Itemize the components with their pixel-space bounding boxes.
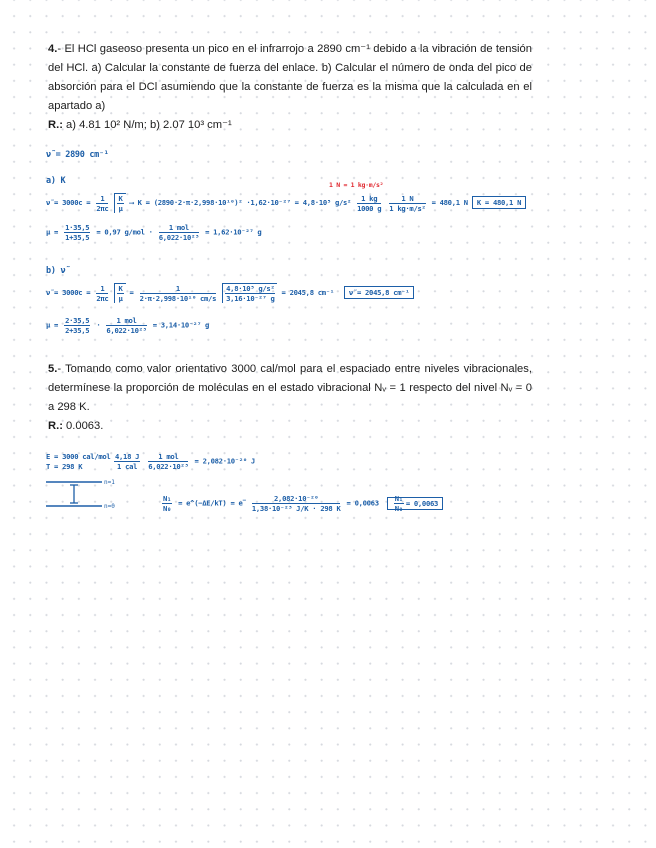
conversion-fraction — [389, 194, 425, 213]
hw-part-a-equation — [46, 193, 526, 213]
frac-num: 1 mol — [106, 316, 146, 326]
answer-label: R.: — [48, 420, 63, 432]
frac-num: 1 mol — [159, 223, 199, 233]
frac-den: N₀ — [394, 504, 403, 513]
force-constant-expression: K = (2890·2·π·2,998·10¹⁰)² ·1,62·10⁻²⁷ = 4,8·10⁵ — [137, 198, 331, 207]
square-root — [114, 193, 125, 213]
hw-boltzmann-ratio: $\frac{\text{N₁}}{\text{N₀}}$ = e^(−ΔE/kT) = e− $\frac{\text{2,082·10⁻²⁰}}{\text{1,38·10⁻²³ J/K · 298 K}}$ = 0,0063 $\frac{\text{N₁}}{\text{N₀}}$ = 0,0063 — [160, 494, 443, 513]
problem-4-number: 4. — [48, 43, 58, 55]
frac-den: 1 cal — [117, 462, 138, 471]
answer-label: R.: — [48, 119, 63, 131]
problem-4 — [48, 40, 532, 135]
boxed-value: = 0,0063 — [405, 498, 439, 508]
frac-num: N₁ — [394, 494, 403, 503]
exponent-fraction — [252, 494, 341, 513]
hw-reduced-mass — [46, 223, 261, 242]
frac-den: 3,16·10⁻²⁷ g — [226, 294, 275, 303]
frac-num: 1 kg — [357, 194, 381, 204]
problem-5-answer — [48, 417, 532, 436]
frac-num: 1 — [96, 194, 108, 204]
result: = 3,14·10⁻²⁷ g — [152, 320, 210, 330]
fraction — [96, 284, 108, 303]
problem-5 — [48, 360, 532, 436]
frac-den: 1 kg·m/s² — [389, 203, 426, 213]
problem-4-statement — [48, 40, 532, 116]
hw-part-b-label: b) ν̃ — [46, 266, 66, 276]
square-root — [222, 283, 277, 303]
frac-den: 1+35,5 — [65, 233, 90, 242]
conversion-fraction — [114, 452, 140, 471]
frac-num: 1·35,5 — [65, 223, 90, 232]
ratio-fraction — [162, 494, 172, 513]
frac-num: K — [118, 194, 123, 203]
frac-num: K — [118, 284, 123, 293]
frac-den: μ — [118, 294, 123, 303]
frac-den: 2πc — [96, 293, 109, 303]
problem-4-answer — [48, 116, 532, 135]
hw-part-a-label: a) K — [46, 176, 66, 186]
hw-part-b-equation: ν̃ = 3000c = $\frac{1}{2\pi c}$ $\frac{K}{\mu}$ = $\frac{1}{\text{2·π·2,998·10¹⁰ cm/s}}$ $\frac{\text{4,8·10⁵ g/s²}}{\text{3,16·10⁻²⁷ g}}$ = 2045,8 cm⁻¹ ν̃ = 2045,8 cm⁻¹ — [46, 283, 414, 303]
frac-den: 6,022·10²³ — [158, 233, 200, 242]
result: = 480,1 N — [431, 198, 468, 207]
eq-left: ν̃ = 3000c = — [46, 288, 91, 297]
problem-5-statement — [48, 360, 532, 417]
result: = 2,082·10⁻²⁰ J — [194, 456, 255, 466]
fraction — [140, 284, 217, 303]
exponential: = e^(−ΔE/kT) = e — [178, 498, 243, 508]
conversion-fraction — [106, 316, 146, 335]
problem-5-number: 5. — [48, 363, 58, 375]
energy-level-diagram — [44, 478, 134, 510]
level-0-label: n=0 — [104, 503, 115, 510]
result: = 2045,8 cm⁻¹ — [281, 288, 334, 297]
conversion-fraction — [357, 194, 381, 213]
given-energy: E = 3000 cal/mol — [46, 452, 111, 461]
problem-5-text: - Tomando como valor orientativo 3000 cal/mol para el espaciado entre niveles vibracionales, determínese la proporción de moléculas en el estado vibracional Nᵥ = 1 respecto del nivel Nᵥ = 0 a 298 K. — [48, 363, 532, 413]
fraction — [64, 223, 90, 242]
level-1-label: n=1 — [104, 479, 115, 486]
frac-den: 2·π·2,998·10¹⁰ cm/s — [139, 293, 217, 303]
frac-den: 6,022·10²³ — [148, 462, 189, 471]
frac-den: 6,022·10²³ — [106, 326, 147, 335]
frac-num: 1 — [140, 284, 217, 294]
hw-red-note: 1 N = 1 kg·m/s² — [329, 181, 384, 189]
frac-num: 1 — [96, 284, 108, 294]
arrow-icon: ⟶ — [129, 198, 134, 207]
fraction — [96, 194, 108, 213]
hw-energy-conversion — [112, 452, 255, 471]
frac-den: 2πc — [96, 203, 109, 213]
frac-num: 1 mol — [148, 452, 188, 462]
result: = 1,62·10⁻²⁷ g — [205, 227, 262, 237]
frac-num: 4,8·10⁵ g/s² — [226, 284, 275, 293]
problem-4-text: - El HCl gaseoso presenta un pico en el infrarrojo a 2890 cm⁻¹ debido a la vibración de tensión del HCl. a) Calcular la constante de fuerza del enlace. b) Calcular el número de onda del pico de absorción para el DCl asumiendo que la constante de fuerza es la misma que la calculada en el apartado a) — [48, 43, 532, 112]
result: = 0,0063 — [346, 498, 379, 508]
conversion-fraction — [159, 223, 199, 242]
frac-num: N₁ — [163, 494, 172, 503]
frac-den: 1000 g — [357, 203, 382, 213]
eq-left: μ = — [46, 320, 59, 330]
ratio-fraction — [394, 494, 404, 513]
mid: = 0,97 g/mol · — [96, 227, 153, 237]
hw-given-wavenumber: ν̃ = 2890 cm⁻¹ — [46, 150, 109, 160]
boxed-result: ν̃ = 2045,8 cm⁻¹ — [344, 286, 414, 299]
eq-left: ν̃ = 3000c = — [46, 198, 91, 207]
frac-num: 4,18 J — [115, 452, 140, 461]
fraction — [64, 316, 90, 335]
answer-text: a) 4.81 10² N/m; b) 2.07 10³ cm⁻¹ — [62, 119, 232, 131]
frac-num: 2·35,5 — [65, 316, 90, 325]
frac-num: 2,082·10⁻²⁰ — [252, 494, 341, 504]
frac-den: μ — [118, 204, 123, 213]
hw-given-data — [46, 452, 110, 472]
square-root — [114, 283, 125, 303]
frac-den: N₀ — [163, 504, 172, 513]
frac-den: 1,38·10⁻²³ J/K · 298 K — [251, 504, 341, 513]
conversion-fraction — [148, 452, 188, 471]
eq-left: μ = — [46, 227, 59, 237]
answer-text: 0.0063. — [62, 420, 104, 432]
boxed-result: K = 480,1 N — [472, 196, 526, 209]
frac-den: 2+35,5 — [65, 326, 90, 335]
unit: g/s² — [334, 198, 352, 207]
given-temperature: T = 298 K — [46, 462, 83, 471]
hw-reduced-mass-dcl: μ = $\frac{2\cdot 35,5}{2+35,5}$ · $\frac{\text{1 mol}}{\text{6,022·10²³}}$ = 3,14·10⁻²⁷ g — [46, 316, 210, 335]
boxed-result — [387, 494, 443, 513]
frac-num: 1 N — [389, 194, 425, 204]
